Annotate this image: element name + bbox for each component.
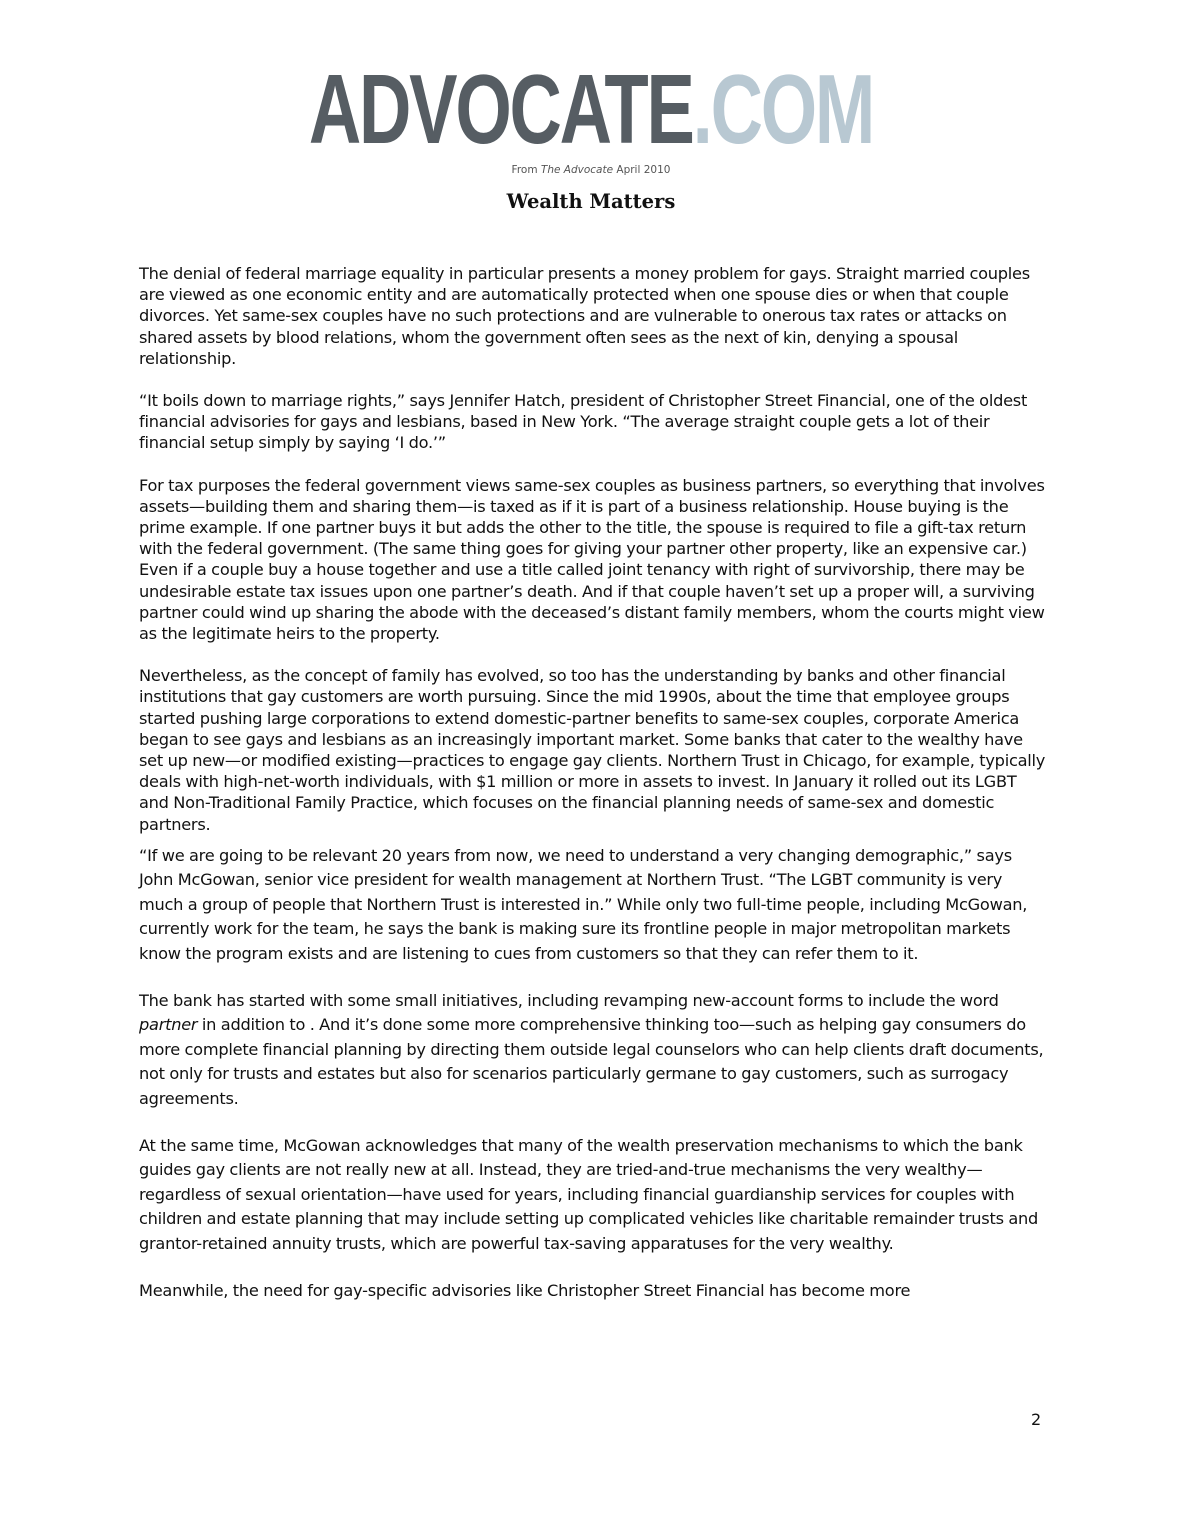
paragraph-6-after: in addition to . And it’s done some more comprehensive thinking too—such as helping gay consumers do more complete financial planning by directing them outside legal counselors who can help clients draft documents, not only for trusts and estates but also for scenarios particularly germane to gay customers, such as surrogacy agreements. [139, 1015, 1044, 1108]
paragraph-6-emphasis: partner [139, 1015, 198, 1035]
logo-suffix-text: .COM [692, 54, 874, 164]
source-prefix: From [511, 164, 541, 176]
paragraph-8: Meanwhile, the need for gay-specific advisories like Christopher Street Financial has become more [139, 1280, 911, 1300]
paragraph-7: At the same time, McGowan acknowledges that many of the wealth preservation mechanisms to which the bank guides gay clients are not really new at all. Instead, they are tried-and-true mechanisms the very wealthy—regardless of sexual orientation—have used for years, including financial guardianship services for couples with children and estate planning that may include setting up complicated vehicles like charitable remainder trusts and grantor-retained annuity trusts, which are powerful tax-saving apparatuses for the very wealthy. [139, 1135, 1039, 1253]
paragraph-3: For tax purposes the federal government views same-sex couples as business partners, so everything that involves assets—building them and sharing them—is taxed as if it is part of a business relationship. House buying is the prime example. If one partner buys it but adds the other to the title, the spouse is required to file a gift-tax return with the federal government. (The same thing goes for giving your partner other property, like an expensive car.) Even if a couple buy a house together and use a title called joint tenancy with right of survivorship, there may be undesirable estate tax issues upon one partner’s death. And if that couple haven’t set up a proper will, a surviving partner could wind up sharing the abode with the deceased’s distant family members, whom the courts might view as the legitimate heirs to the property. [139, 475, 1045, 644]
paragraph-6-before: The bank has started with some small initiatives, including revamping new-account forms to include the word [139, 990, 999, 1010]
source-publication: The Advocate [540, 164, 614, 176]
paragraph-6 [139, 989, 1049, 1111]
paragraph-5: “If we are going to be relevant 20 years from now, we need to understand a very changing demographic,” says John McGowan, senior vice president for wealth management at Northern Trust. “The LGBT community is very much a group of people that Northern Trust is interested in.” While only two full-time people, including McGowan, currently work for the team, he says the bank is making sure its frontline people in major metropolitan markets know the program exists and are listening to cues from customers so that they can refer them to it. [139, 845, 1028, 963]
paragraph-1: The denial of federal marriage equality in particular presents a money problem for gays. Straight married couples are viewed as one economic entity and are automatically protected when one spouse dies or when that couple divorces. Yet same-sex couples have no such protections and are vulnerable to onerous tax rates or attacks on shared assets by blood relations, whom the government often sees as the next of kin, denying a spousal relationship. [139, 264, 1030, 368]
article-headline: Wealth Matters [506, 190, 676, 213]
article-body [139, 263, 1049, 1303]
paragraph-2: “It boils down to marriage rights,” says Jennifer Hatch, president of Christopher Street Financial, one of the oldest financial advisories for gays and lesbians, based in New York. “The average straight couple gets a lot of their financial setup simply by saying ‘I do.’” [139, 391, 1028, 453]
source-line [0, 164, 1182, 176]
paragraph-4: Nevertheless, as the concept of family has evolved, so too has the understanding by banks and other financial institutions that gay customers are worth pursuing. Since the mid 1990s, about the time that employee groups started pushing large corporations to extend domestic-partner benefits to same-sex couples, corporate America began to see gays and lesbians as an increasingly important market. Some banks that cater to the wealthy have set up new—or modified existing—practices to engage gay clients. Northern Trust in Chicago, for example, typically deals with high-net-worth individuals, with $1 million or more in assets to invest. In January it rolled out its LGBT and Non-Traditional Family Practice, which focuses on the financial planning needs of same-sex and domestic partners. [139, 666, 1046, 834]
logo-main-text: ADVOCATE [308, 54, 693, 164]
advocate-logo [154, 54, 1029, 164]
page-number: 2 [1031, 1410, 1042, 1429]
source-date: April 2010 [613, 164, 671, 176]
